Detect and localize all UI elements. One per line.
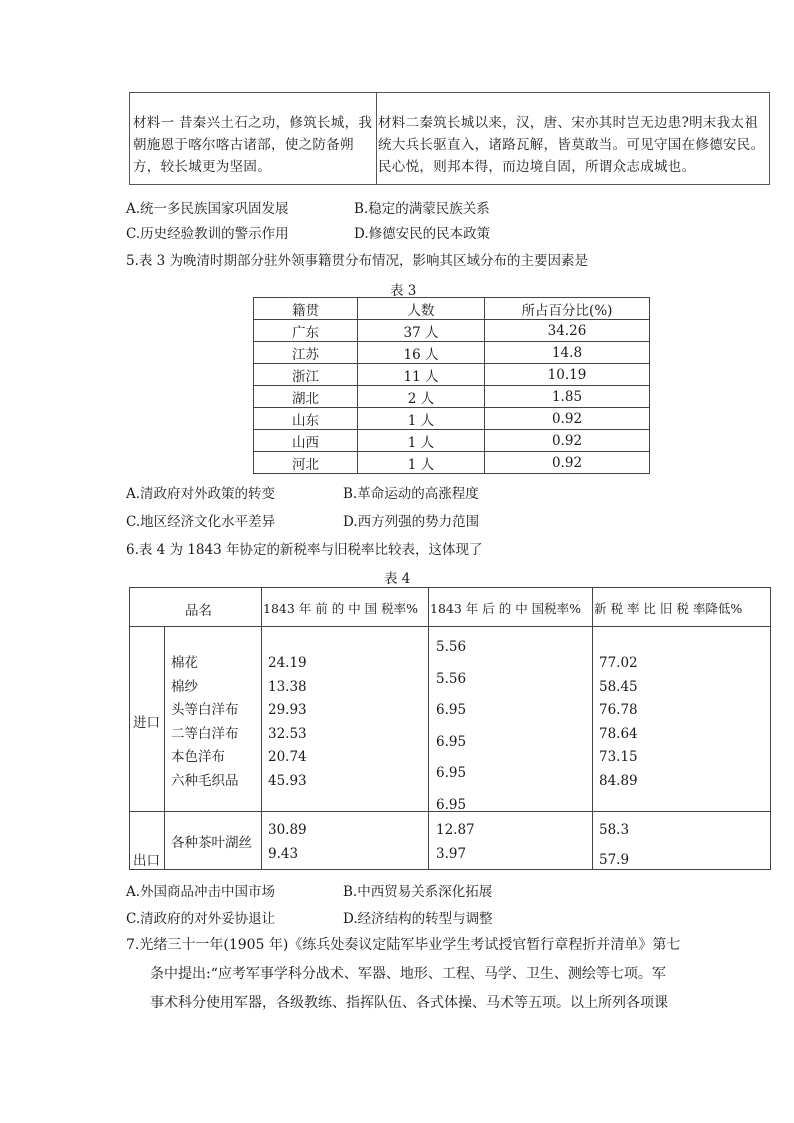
table3-cell: 16 人 <box>358 342 485 364</box>
list-item: 6.95 <box>436 702 467 718</box>
list-item: 棉花 <box>171 655 198 671</box>
list-item: 20.74 <box>268 749 307 765</box>
list-item: 32.53 <box>268 725 307 742</box>
q7-line-2: 条中提出:“应考军事学科分战术、军器、地形、工程、马学、卫生、测绘等七项。军 <box>150 966 666 982</box>
q6-option-b[interactable]: B.中西贸易关系深化拓展 <box>343 884 493 900</box>
list-item: 76.78 <box>599 702 638 718</box>
materials-box <box>129 92 770 185</box>
q4-option-c[interactable]: C.历史经验教训的警示作用 <box>126 226 289 242</box>
q6-option-c[interactable]: C.清政府的对外妥协退让 <box>126 911 276 927</box>
import-before-values <box>268 652 307 793</box>
list-item: 29.93 <box>268 702 307 718</box>
q5-option-c[interactable]: C.地区经济文化水平差异 <box>126 514 276 530</box>
table3-header: 所占百分比(%) <box>485 298 650 320</box>
q6-option-d[interactable]: D.经济结构的转型与调整 <box>343 911 493 927</box>
material-two: 材料二秦筑长城以来，汉，唐、宋亦其时岂无边患?明末我太祖统大兵长驱直入，诸路瓦解，皆莫敢当。可见守国在修德安民。民心悦，则邦本得，而边境自固，所谓众志成城也。 <box>378 115 765 175</box>
table3-cell: 11 人 <box>358 364 485 386</box>
list-item: 6.95 <box>436 733 467 750</box>
table3-cell: 2 人 <box>358 386 485 408</box>
list-item: 二等白洋布 <box>171 725 239 742</box>
table4-rule <box>130 626 770 627</box>
table3-cell: 浙江 <box>254 364 358 386</box>
q7-paragraph <box>126 931 766 1018</box>
list-item: 12.87 <box>436 822 475 838</box>
q5-option-d[interactable]: D.西方列强的势力范围 <box>343 514 480 530</box>
import-items <box>171 652 239 793</box>
table4 <box>129 587 771 870</box>
table-row <box>254 342 650 364</box>
table3-cell: 10.19 <box>485 364 650 386</box>
import-label: 进口 <box>133 715 160 731</box>
list-item: 6.95 <box>436 765 467 781</box>
q5-stem: 5.表 3 为晚清时期部分驻外领事籍贯分布情况，影响其区域分布的主要因素是 <box>126 253 589 269</box>
table3-cell: 0.92 <box>485 408 650 430</box>
list-item: 6.95 <box>436 796 467 813</box>
material-one: 材料一 昔秦兴土石之功，修筑长城，我朝施恩于喀尔喀古诸部，使之防备朔方，较长城更为坚固。 <box>133 115 373 175</box>
table4-rule <box>592 588 593 869</box>
table3-cell: 0.92 <box>485 452 650 474</box>
q7-line-1: 7.光绪三十一年(1905 年)《练兵处奏议定陆军毕业学生考试授官暂行章程折并清单》第七 <box>126 937 681 953</box>
list-item: 58.45 <box>599 678 638 695</box>
table3-cell: 34.26 <box>485 320 650 342</box>
list-item: 六种毛织品 <box>171 772 239 789</box>
table3-header: 人数 <box>358 298 485 320</box>
export-reduction-values <box>599 815 629 875</box>
q6-option-a[interactable]: A.外国商品冲击中国市场 <box>126 884 276 900</box>
list-item: 58.3 <box>599 822 630 838</box>
table3-header-row <box>254 298 650 320</box>
table3-cell: 广东 <box>254 320 358 342</box>
table3-cell: 0.92 <box>485 430 650 452</box>
import-reduction-values <box>599 652 638 793</box>
table3-header: 籍贯 <box>254 298 358 320</box>
list-item: 78.64 <box>599 725 638 742</box>
table3-cell: 江苏 <box>254 342 358 364</box>
table-row <box>254 364 650 386</box>
table4-header: 1843 年 后 的 中 国税率% <box>430 601 582 616</box>
table-row <box>254 452 650 474</box>
table3-cell: 1 人 <box>358 452 485 474</box>
table3 <box>253 297 650 474</box>
table3-cell: 1.85 <box>485 386 650 408</box>
export-after-values <box>436 819 475 866</box>
list-item: 棉纱 <box>171 678 198 695</box>
q5-option-a[interactable]: A.清政府对外政策的转变 <box>126 486 276 502</box>
table-row <box>254 320 650 342</box>
list-item: 57.9 <box>599 852 630 868</box>
list-item: 5.56 <box>436 639 467 655</box>
table-row <box>254 430 650 452</box>
list-item: 5.56 <box>436 670 467 687</box>
table-row <box>254 386 650 408</box>
list-item: 84.89 <box>599 772 638 789</box>
q4-option-a[interactable]: A.统一多民族国家巩固发展 <box>126 201 289 217</box>
table4-rule <box>164 626 165 869</box>
table4-rule <box>428 588 429 869</box>
q4-option-d[interactable]: D.修德安民的民本政策 <box>354 226 491 242</box>
list-item: 30.89 <box>268 822 307 838</box>
q5-option-b[interactable]: B.革命运动的高涨程度 <box>343 486 479 502</box>
list-item: 9.43 <box>268 845 299 862</box>
table4-header: 新 税 率 比 旧 税 率降低% <box>594 601 743 616</box>
list-item: 45.93 <box>268 772 307 789</box>
table3-cell: 14.8 <box>485 342 650 364</box>
table3-caption: 表 3 <box>390 283 417 299</box>
table3-cell: 1 人 <box>358 430 485 452</box>
list-item: 头等白洋布 <box>171 702 239 718</box>
table-row <box>254 408 650 430</box>
import-after-values <box>436 632 466 821</box>
list-item: 73.15 <box>599 749 638 765</box>
list-item: 77.02 <box>599 655 638 671</box>
list-item: 13.38 <box>268 678 307 695</box>
table3-cell: 37 人 <box>358 320 485 342</box>
table3-cell: 山西 <box>254 430 358 452</box>
table4-rule <box>261 588 262 869</box>
table3-cell: 山东 <box>254 408 358 430</box>
list-item: 3.97 <box>436 845 467 862</box>
list-item: 24.19 <box>268 655 307 671</box>
table3-cell: 河北 <box>254 452 358 474</box>
export-before-values <box>268 819 307 866</box>
table4-header: 品名 <box>185 603 212 619</box>
table3-cell: 湖北 <box>254 386 358 408</box>
table4-header: 1843 年 前 的 中 国 税率% <box>263 601 419 616</box>
list-item: 本色洋布 <box>171 749 225 765</box>
export-item: 各种茶叶湖丝 <box>171 835 252 851</box>
q7-line-3: 事术科分使用军器，各级教练、指挥队伍、各式体操、马术等五项。以上所列各项课 <box>150 995 668 1011</box>
table3-cell: 1 人 <box>358 408 485 430</box>
table4-caption: 表 4 <box>384 571 411 587</box>
export-label: 出口 <box>133 853 160 869</box>
q6-stem: 6.表 4 为 1843 年协定的新税率与旧税率比较表，这体现了 <box>126 542 483 558</box>
q4-option-b[interactable]: B.稳定的满蒙民族关系 <box>354 201 490 217</box>
